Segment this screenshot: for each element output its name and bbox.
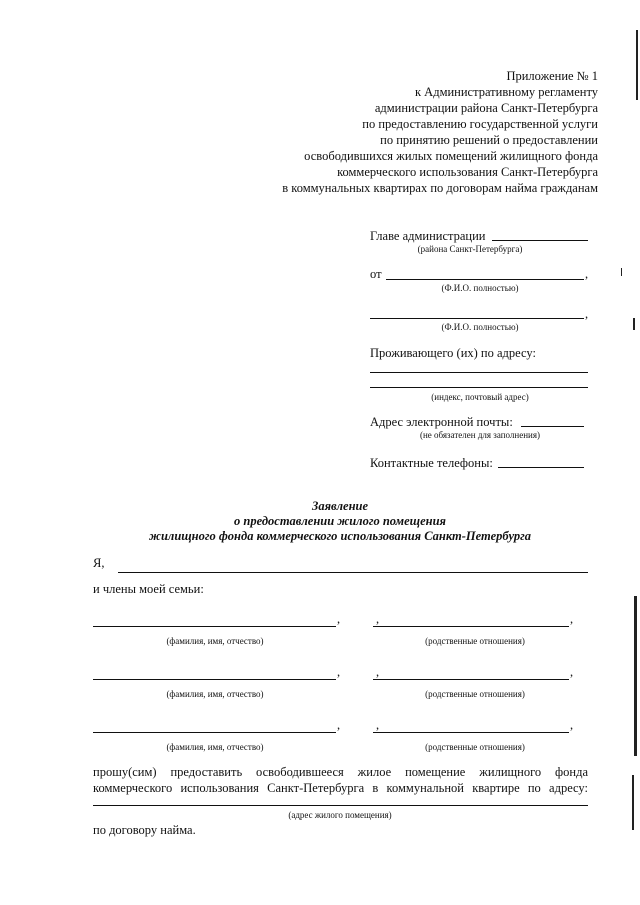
email-field[interactable] xyxy=(521,426,584,427)
applicant-name-field[interactable] xyxy=(118,572,588,573)
name-hint: (фамилия, имя, отчество) xyxy=(166,636,264,646)
appendix-line: освободившихся жилых помещений жилищного фонда xyxy=(304,149,598,163)
title-line-2: о предоставлении жилого помещения xyxy=(234,514,446,528)
family-relation-field-3[interactable] xyxy=(373,732,569,733)
apartment-address-field[interactable] xyxy=(93,805,588,806)
head-hint: (района Санкт-Петербурга) xyxy=(417,244,523,254)
comma: , xyxy=(570,665,574,679)
apartment-address-hint: (адрес жилого помещения) xyxy=(288,810,392,820)
from-label: от xyxy=(370,267,382,281)
family-label: и члены моей семьи: xyxy=(93,582,204,596)
from-field[interactable] xyxy=(386,279,584,280)
scan-mark xyxy=(634,596,637,756)
scan-mark xyxy=(636,30,638,100)
fio-second-comma: , xyxy=(585,307,589,321)
comma: , xyxy=(337,612,341,626)
family-relation-field-1[interactable] xyxy=(373,626,569,627)
comma: , xyxy=(376,718,380,732)
fio-second-hint: (Ф.И.О. полностью) xyxy=(441,322,519,332)
comma: , xyxy=(570,612,574,626)
email-label: Адрес электронной почты: xyxy=(370,415,513,429)
address-field-1[interactable] xyxy=(370,372,588,373)
appendix-line: по предоставлению государственной услуги xyxy=(362,117,598,131)
head-label: Главе администрации xyxy=(370,229,486,243)
family-name-field-2[interactable] xyxy=(93,679,336,680)
appendix-line: коммерческого использования Санкт-Петербурга xyxy=(337,165,598,179)
relation-hint: (родственные отношения) xyxy=(425,636,525,646)
name-hint: (фамилия, имя, отчество) xyxy=(166,742,264,752)
family-relation-field-2[interactable] xyxy=(373,679,569,680)
email-hint: (не обязателен для заполнения) xyxy=(419,430,540,440)
fio-hint: (Ф.И.О. полностью) xyxy=(441,283,519,293)
phones-label: Контактные телефоны: xyxy=(370,456,493,470)
appendix-line: по принятию решений о предоставлении xyxy=(380,133,598,147)
family-name-field-3[interactable] xyxy=(93,732,336,733)
appendix-line: в коммунальных квартирах по договорам найма гражданам xyxy=(282,181,598,195)
request-line-2: коммерческого использования Санкт-Петербурга в коммунальной квартире по адресу: xyxy=(93,781,588,795)
residing-label: Проживающего (их) по адресу: xyxy=(370,346,536,360)
appendix-title: Приложение № 1 xyxy=(506,69,598,83)
i-label: Я, xyxy=(93,556,105,570)
phones-field[interactable] xyxy=(498,467,584,468)
scan-mark xyxy=(633,318,635,330)
from-comma: , xyxy=(585,267,589,281)
request-line-1: прошу(сим) предоставить освободившееся жилое помещение жилищного фонда xyxy=(93,765,588,779)
closing-text: по договору найма. xyxy=(93,823,196,837)
title-line-1: Заявление xyxy=(311,499,369,513)
family-name-field-1[interactable] xyxy=(93,626,336,627)
comma: , xyxy=(570,718,574,732)
appendix-line: администрации района Санкт-Петербурга xyxy=(374,101,598,115)
scan-mark xyxy=(632,775,634,830)
comma: , xyxy=(337,718,341,732)
address-field-2[interactable] xyxy=(370,387,588,388)
address-hint: (индекс, почтовый адрес) xyxy=(431,392,529,402)
relation-hint: (родственные отношения) xyxy=(425,742,525,752)
fio-second-field[interactable] xyxy=(370,318,584,319)
appendix-line: к Административному регламенту xyxy=(414,85,598,99)
title-line-3: жилищного фонда коммерческого использования Санкт-Петербурга xyxy=(149,529,531,543)
relation-hint: (родственные отношения) xyxy=(425,689,525,699)
scan-mark xyxy=(621,268,622,276)
comma: , xyxy=(337,665,341,679)
comma: , xyxy=(376,665,380,679)
head-field[interactable] xyxy=(492,240,588,241)
name-hint: (фамилия, имя, отчество) xyxy=(166,689,264,699)
comma: , xyxy=(376,612,380,626)
